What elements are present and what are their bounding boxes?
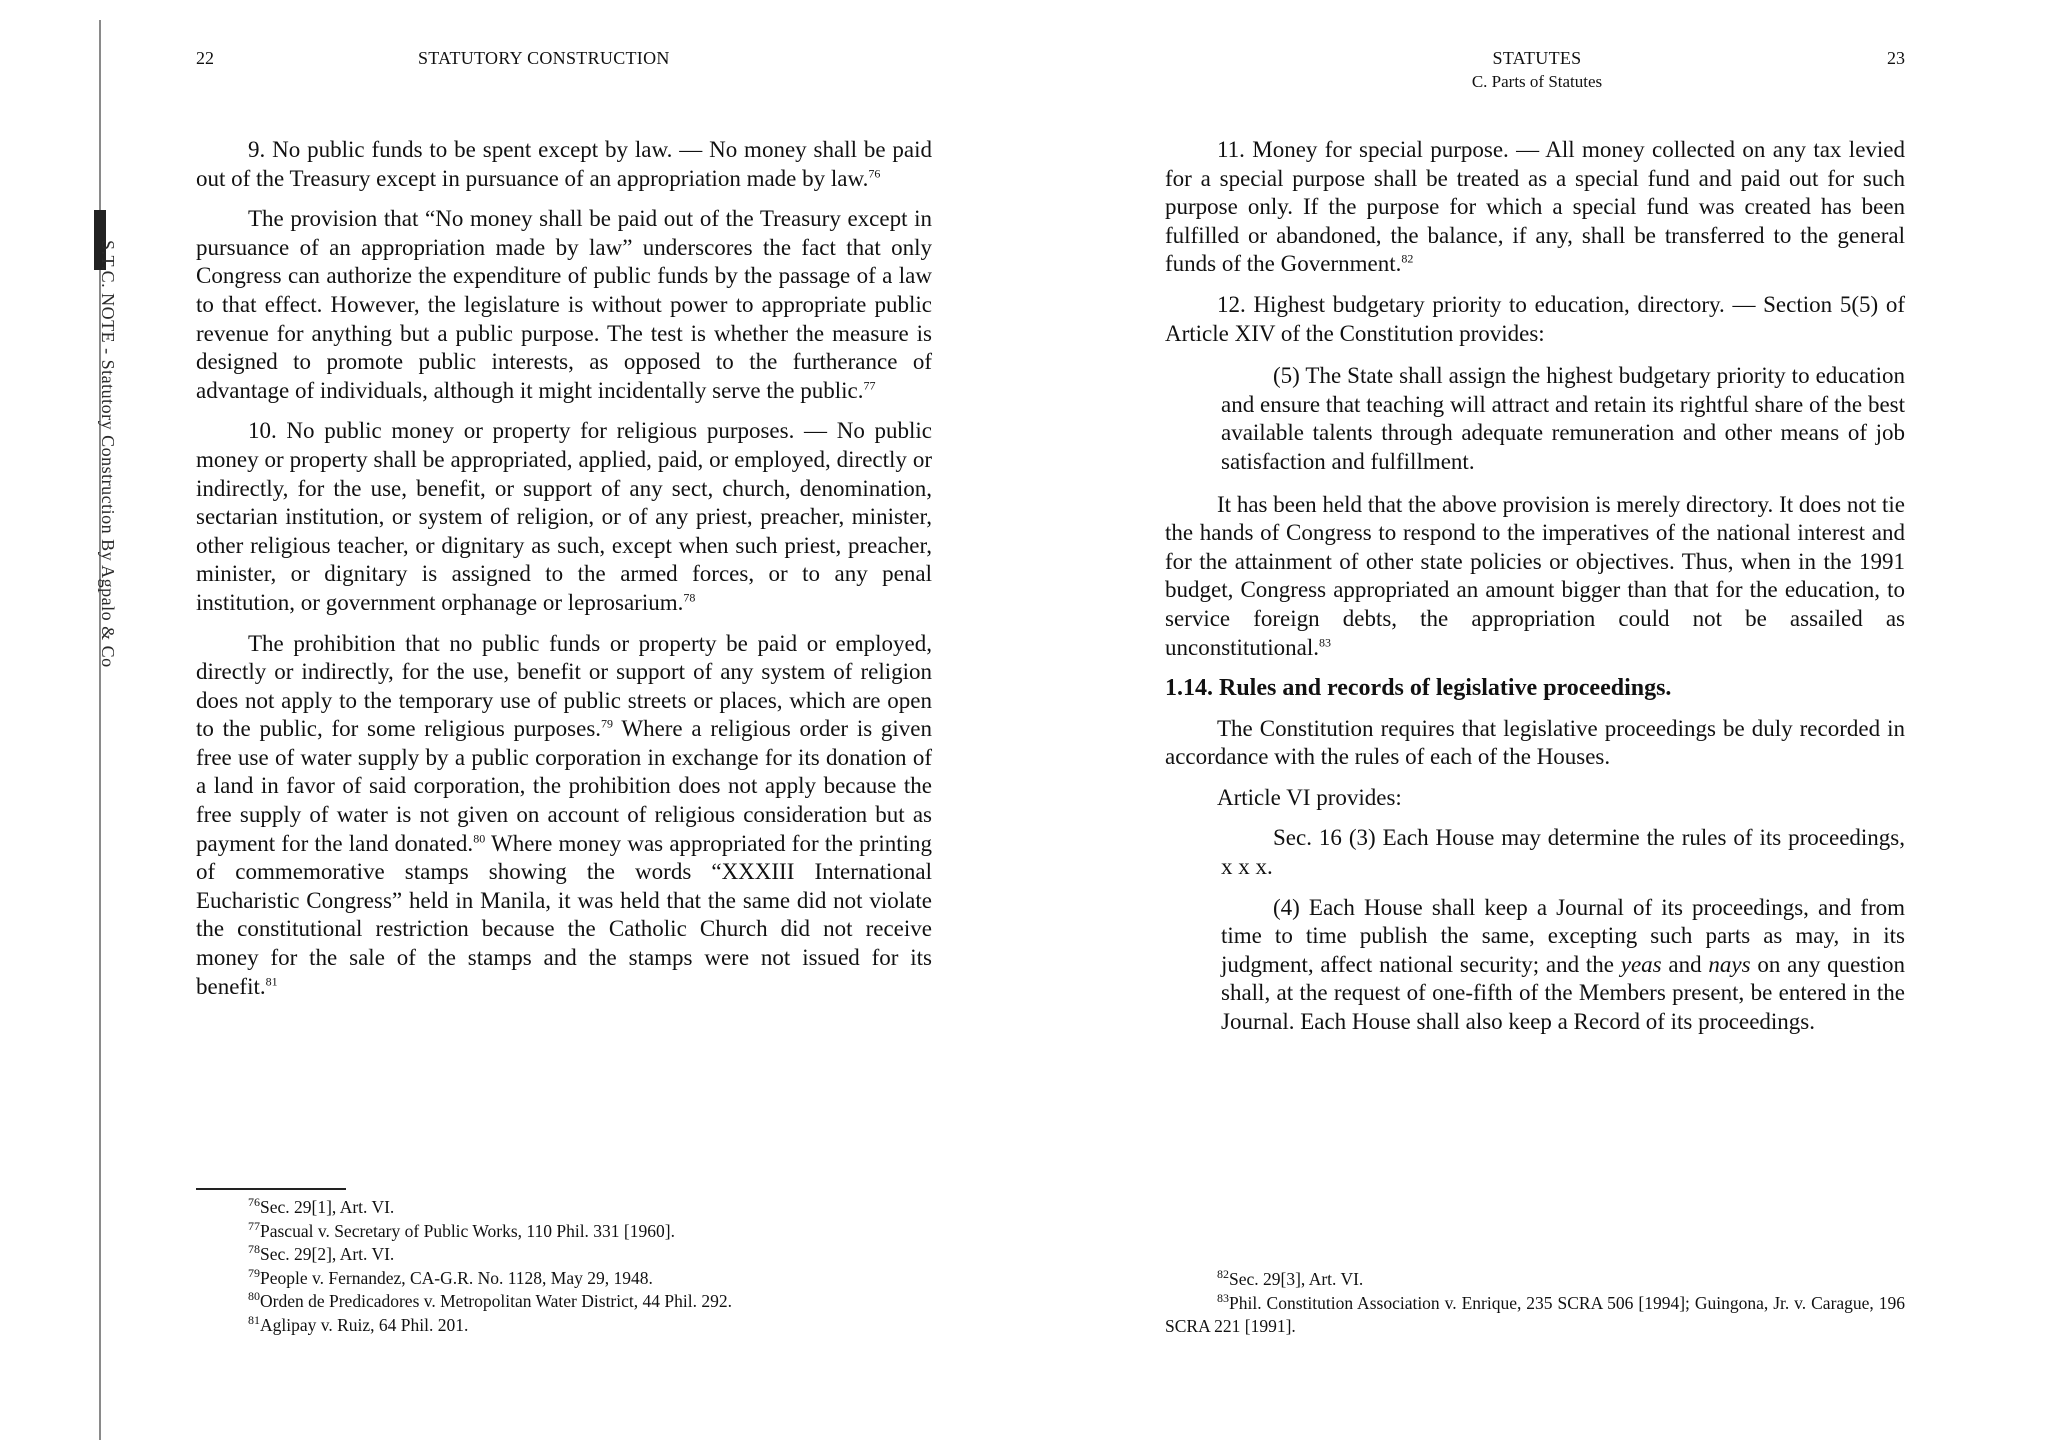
quote-4-part-b: on any question shall, at the request of one-fifth of the Members present, be entered in the Journal. Each House shall also keep a Record of its proceedings.	[1221, 951, 1906, 1035]
footnote-80	[248, 1290, 932, 1314]
quote-sec-16-4	[1165, 894, 1905, 1037]
para-article-vi	[1165, 784, 1905, 813]
footnote-77-text: Pascual v. Secretary of Public Works, 110 Phil. 331 [1960].	[260, 1220, 675, 1241]
footnote-79-num: 79	[248, 1265, 260, 1280]
ref-83: 83	[1318, 634, 1331, 649]
para-constitution-text: The Constitution requires that legislative proceedings be duly recorded in accordance with the rules of each of the Houses.	[1165, 715, 1905, 770]
quote-4-nays: nays	[1708, 951, 1751, 977]
footnote-78-text: Sec. 29[2], Art. VI.	[260, 1244, 395, 1264]
quote-sec-16-3	[1165, 824, 1905, 881]
right-subheader: C. Parts of Statutes	[1471, 72, 1603, 91]
footnote-78-num: 78	[248, 1242, 260, 1257]
para-10-text: 10. No public money or property for religious purposes. — No public money or property shall be appropriated, applied, paid, or employed, directly or indirectly, for the use, benefit, or support of any sect, church, denomination, sectarian institution, or system of religion, or of any priest, preacher, minister, other religious teacher, or dignitary as such, except when such priest, preacher, minister, or dignitary is assigned to the armed forces, or to any penal institution, or government orphanage or leprosarium.	[196, 418, 932, 615]
right-page-number: 23	[1887, 48, 1905, 68]
footnote-80-num: 80	[248, 1289, 260, 1304]
para-12	[1165, 291, 1905, 348]
para-10-commentary-b: Where a religious order is given free use of water supply by a public corporation in exchange for its donation of a land in favor of said corporation, the prohibition does not apply because the free supply of water is not given on account of religious consideration but as payment for the land donated.	[196, 716, 932, 856]
footnote-83-num: 83	[1217, 1290, 1229, 1305]
section-heading-1-14: 1.14. Rules and records of legislative proceedings.	[1165, 675, 1672, 702]
footnote-83	[1165, 1292, 1905, 1339]
para-9	[196, 136, 932, 193]
footnote-76	[248, 1196, 932, 1220]
ref-81: 81	[265, 973, 278, 988]
footnote-82	[1165, 1268, 1905, 1292]
ref-82: 82	[1401, 251, 1414, 266]
para-9-commentary	[196, 205, 932, 405]
para-9-commentary-text: The provision that “No money shall be paid out of the Treasury except in pursuance of an appropriation made by law” underscores the fact that only Congress can authorize the expenditure of public funds by the passage of a law to that effect. However, the legislature is without power to appropriate public revenue for anything but a public purpose. The test is whether the measure is designed to promote public interests, as opposed to the furtherance of advantage of individuals, although it might incidentally serve the public.	[196, 206, 932, 403]
quote-4-and: and	[1668, 951, 1702, 977]
para-constitution	[1165, 715, 1905, 772]
footnote-81-text: Aglipay v. Ruiz, 64 Phil. 201.	[260, 1314, 469, 1335]
footnote-79-text: People v. Fernandez, CA-G.R. No. 1128, May 29, 1948.	[260, 1267, 653, 1288]
ref-79: 79	[601, 716, 614, 731]
para-10	[196, 417, 932, 617]
left-body	[196, 136, 932, 1013]
ref-78: 78	[683, 590, 696, 605]
footnote-76-text: Sec. 29[1], Art. VI.	[260, 1197, 395, 1217]
quote-section-5-5-text: (5) The State shall assign the highest budgetary priority to education and ensure that teaching will attract and retain its rightful share of the best available talents through adequate remuneration and other means of job satisfaction and fulfillment.	[1221, 363, 1905, 474]
right-footnotes	[1165, 1268, 1905, 1339]
footnote-79	[248, 1267, 932, 1291]
footnote-82-num: 82	[1217, 1267, 1229, 1282]
footnote-83-text: Phil. Constitution Association v. Enrique, 235 SCRA 506 [1994]; Guingona, Jr. v. Carague, 196 SCRA 221 [1991].	[1165, 1292, 1905, 1336]
footnote-77	[248, 1220, 932, 1244]
footnote-77-num: 77	[248, 1218, 260, 1233]
ref-77: 77	[863, 378, 876, 393]
footnote-80-text: Orden de Predicadores v. Metropolitan Water District, 44 Phil. 292.	[260, 1291, 732, 1311]
para-9-text: 9. No public funds to be spent except by law. — No money shall be paid out of the Treasury except in pursuance of an appropriation made by law.	[196, 137, 932, 191]
left-footnotes	[248, 1196, 932, 1337]
para-held-directory-text: It has been held that the above provision is merely directory. It does not tie the hands of Congress to respond to the imperatives of the national interest and for the attainment of other state policies or objectives. Thus, when in the 1991 budget, Congress appropriated an amount bigger than that for the education, to service foreign debts, the appropriation could not be assailed as unconstitutional.	[1165, 491, 1905, 660]
para-10-commentary-c: Where money was appropriated for the printing of commemorative stamps showing the words “XXXIII International Eucharistic Congress” held in Manila, it was held that the same did not violate the constitutional restriction because the Catholic Church did not receive money for the sale of the stamps and the stamps were not issued for its benefit.	[196, 830, 932, 999]
para-10-commentary	[196, 630, 932, 1002]
left-running-header: STATUTORY CONSTRUCTION	[418, 48, 670, 68]
footnote-81	[248, 1314, 932, 1338]
para-article-vi-text: Article VI provides:	[1217, 784, 1402, 810]
spine-text: S.T.C. NOTE - Statutory Construction By Agpalo & Co	[98, 240, 118, 668]
para-held-directory	[1165, 491, 1905, 663]
quote-4-yeas: yeas	[1620, 951, 1662, 977]
para-10-commentary-a: The prohibition that no public funds or property be paid or employed, directly or indirectly, for the use, benefit or support of any system of religion does not apply to the temporary use of public streets or places, which are open to the public, for some religious purposes.	[196, 630, 932, 742]
right-running-header: STATUTES	[1492, 48, 1582, 68]
footnote-82-text: Sec. 29[3], Art. VI.	[1229, 1269, 1364, 1289]
footnote-76-num: 76	[248, 1195, 260, 1210]
left-page-number: 22	[196, 48, 214, 68]
quote-section-5-5	[1165, 362, 1905, 476]
quote-sec-16-3-text: Sec. 16 (3) Each House may determine the rules of its proceedings, x x x.	[1221, 825, 1905, 880]
para-11-text: 11. Money for special purpose. — All money collected on any tax levied for a special purpose shall be treated as a special fund and paid out for such purpose only. If the purpose for which a special fund was created has been fulfilled or abandoned, the balance, if any, shall be transferred to the general funds of the Government.	[1165, 137, 1905, 277]
footnote-78	[248, 1243, 932, 1267]
footnote-81-num: 81	[248, 1312, 260, 1327]
ref-76: 76	[868, 165, 881, 180]
para-11	[1165, 136, 1905, 279]
ref-80: 80	[473, 831, 486, 845]
left-footnote-rule	[196, 1188, 346, 1190]
para-12-text: 12. Highest budgetary priority to education, directory. — Section 5(5) of Article XIV of the Constitution provides:	[1165, 291, 1905, 346]
right-body	[1165, 136, 1905, 1049]
quote-4-part-a: (4) Each House shall keep a Journal of its proceedings, and from time to time publish the same, excepting such parts as may, in its judgment, affect national security; and the	[1221, 894, 1905, 977]
